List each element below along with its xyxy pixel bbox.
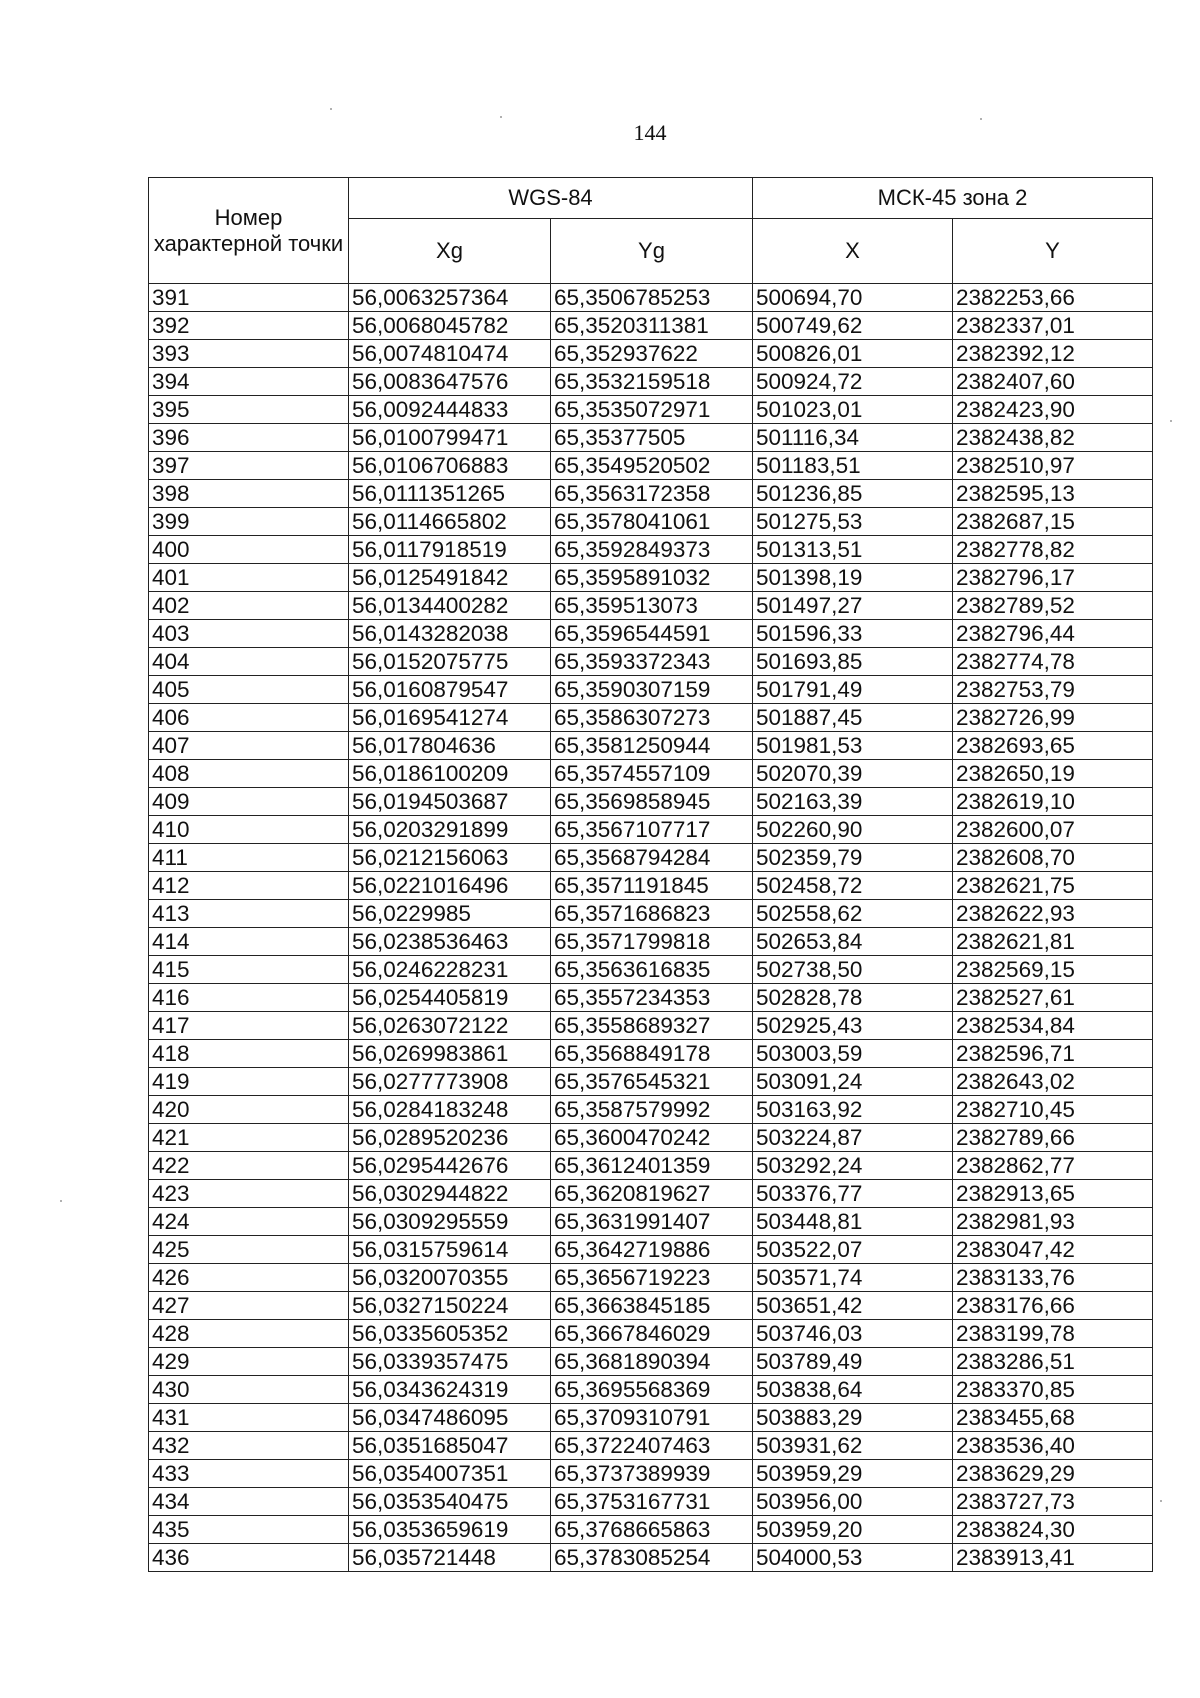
table-row: [149, 816, 1153, 844]
point-number-cell: 403: [149, 620, 349, 648]
table-row: [149, 1516, 1153, 1544]
header-point-number: Номер характерной точки: [149, 178, 349, 284]
point-number-cell: 430: [149, 1376, 349, 1404]
point-number-cell: 392: [149, 312, 349, 340]
table-row: [149, 1124, 1153, 1152]
yg-cell: 65,3535072971: [551, 396, 753, 424]
y-cell: 2383133,76: [953, 1264, 1153, 1292]
y-cell: 2382622,93: [953, 900, 1153, 928]
yg-cell: 65,3590307159: [551, 676, 753, 704]
point-number-cell: 423: [149, 1180, 349, 1208]
xg-cell: 56,0327150224: [349, 1292, 551, 1320]
xg-cell: 56,0194503687: [349, 788, 551, 816]
yg-cell: 65,3574557109: [551, 760, 753, 788]
xg-cell: 56,0221016496: [349, 872, 551, 900]
page-number: [0, 120, 1200, 146]
point-number-cell: 394: [149, 368, 349, 396]
x-cell: 500924,72: [753, 368, 953, 396]
point-number-cell: 408: [149, 760, 349, 788]
table-row: [149, 1544, 1153, 1572]
xg-cell: 56,0347486095: [349, 1404, 551, 1432]
table-row: [149, 984, 1153, 1012]
y-cell: 2382789,52: [953, 592, 1153, 620]
table-row: [149, 508, 1153, 536]
x-cell: 503376,77: [753, 1180, 953, 1208]
x-cell: 501497,27: [753, 592, 953, 620]
y-cell: 2383370,85: [953, 1376, 1153, 1404]
xg-cell: 56,0238536463: [349, 928, 551, 956]
xg-cell: 56,0263072122: [349, 1012, 551, 1040]
xg-cell: 56,0302944822: [349, 1180, 551, 1208]
yg-cell: 65,3722407463: [551, 1432, 753, 1460]
y-cell: 2382595,13: [953, 480, 1153, 508]
point-number-cell: 417: [149, 1012, 349, 1040]
yg-cell: 65,3592849373: [551, 536, 753, 564]
yg-cell: 65,3576545321: [551, 1068, 753, 1096]
x-cell: 503292,24: [753, 1152, 953, 1180]
y-cell: 2382510,97: [953, 452, 1153, 480]
table-row: [149, 844, 1153, 872]
x-cell: 503448,81: [753, 1208, 953, 1236]
table-row: [149, 1236, 1153, 1264]
x-cell: 503959,20: [753, 1516, 953, 1544]
yg-cell: 65,3600470242: [551, 1124, 753, 1152]
yg-cell: 65,3549520502: [551, 452, 753, 480]
yg-cell: 65,3709310791: [551, 1404, 753, 1432]
scan-speck: [500, 116, 502, 118]
point-number-cell: 415: [149, 956, 349, 984]
x-cell: 502458,72: [753, 872, 953, 900]
point-number-cell: 401: [149, 564, 349, 592]
x-cell: 501023,01: [753, 396, 953, 424]
point-number-cell: 396: [149, 424, 349, 452]
xg-cell: 56,0289520236: [349, 1124, 551, 1152]
x-cell: 503224,87: [753, 1124, 953, 1152]
table-row: [149, 1320, 1153, 1348]
table-row: [149, 732, 1153, 760]
x-cell: 503838,64: [753, 1376, 953, 1404]
x-cell: 501236,85: [753, 480, 953, 508]
y-cell: 2382608,70: [953, 844, 1153, 872]
x-cell: 503003,59: [753, 1040, 953, 1068]
x-cell: 502070,39: [753, 760, 953, 788]
yg-cell: 65,3612401359: [551, 1152, 753, 1180]
x-cell: 503789,49: [753, 1348, 953, 1376]
x-cell: 501693,85: [753, 648, 953, 676]
table-row: [149, 1152, 1153, 1180]
header-row-groups: [149, 178, 1153, 219]
table-row: [149, 1292, 1153, 1320]
yg-cell: 65,3656719223: [551, 1264, 753, 1292]
xg-cell: 56,0277773908: [349, 1068, 551, 1096]
table-row: [149, 648, 1153, 676]
yg-cell: 65,3532159518: [551, 368, 753, 396]
y-cell: 2382337,01: [953, 312, 1153, 340]
y-cell: 2382569,15: [953, 956, 1153, 984]
yg-cell: 65,3663845185: [551, 1292, 753, 1320]
x-cell: 503746,03: [753, 1320, 953, 1348]
yg-cell: 65,3631991407: [551, 1208, 753, 1236]
table-row: [149, 424, 1153, 452]
table-row: [149, 1012, 1153, 1040]
xg-cell: 56,0309295559: [349, 1208, 551, 1236]
y-cell: 2382619,10: [953, 788, 1153, 816]
table-body: [149, 284, 1153, 1572]
y-cell: 2382650,19: [953, 760, 1153, 788]
yg-cell: 65,3563616835: [551, 956, 753, 984]
xg-cell: 56,0125491842: [349, 564, 551, 592]
y-cell: 2382862,77: [953, 1152, 1153, 1180]
point-number-cell: 397: [149, 452, 349, 480]
y-cell: 2382778,82: [953, 536, 1153, 564]
yg-cell: 65,3506785253: [551, 284, 753, 312]
y-cell: 2382789,66: [953, 1124, 1153, 1152]
x-cell: 501313,51: [753, 536, 953, 564]
yg-cell: 65,3571191845: [551, 872, 753, 900]
yg-cell: 65,35377505: [551, 424, 753, 452]
yg-cell: 65,3578041061: [551, 508, 753, 536]
y-cell: 2382527,61: [953, 984, 1153, 1012]
point-number-cell: 402: [149, 592, 349, 620]
y-cell: 2383047,42: [953, 1236, 1153, 1264]
yg-cell: 65,3681890394: [551, 1348, 753, 1376]
table-header: [149, 178, 1153, 284]
header-y: Y: [953, 219, 1153, 284]
xg-cell: 56,035721448: [349, 1544, 551, 1572]
scan-speck: [60, 1200, 62, 1202]
table-row: [149, 928, 1153, 956]
yg-cell: 65,352937622: [551, 340, 753, 368]
y-cell: 2383176,66: [953, 1292, 1153, 1320]
x-cell: 501887,45: [753, 704, 953, 732]
yg-cell: 65,3783085254: [551, 1544, 753, 1572]
yg-cell: 65,3737389939: [551, 1460, 753, 1488]
table-row: [149, 788, 1153, 816]
yg-cell: 65,3581250944: [551, 732, 753, 760]
x-cell: 502738,50: [753, 956, 953, 984]
point-number-cell: 428: [149, 1320, 349, 1348]
y-cell: 2382438,82: [953, 424, 1153, 452]
yg-cell: 65,3557234353: [551, 984, 753, 1012]
y-cell: 2383199,78: [953, 1320, 1153, 1348]
x-cell: 503163,92: [753, 1096, 953, 1124]
xg-cell: 56,0295442676: [349, 1152, 551, 1180]
xg-cell: 56,0106706883: [349, 452, 551, 480]
x-cell: 503883,29: [753, 1404, 953, 1432]
point-number-cell: 400: [149, 536, 349, 564]
point-number-cell: 419: [149, 1068, 349, 1096]
xg-cell: 56,0186100209: [349, 760, 551, 788]
yg-cell: 65,3568849178: [551, 1040, 753, 1068]
xg-cell: 56,0068045782: [349, 312, 551, 340]
xg-cell: 56,017804636: [349, 732, 551, 760]
table-row: [149, 312, 1153, 340]
xg-cell: 56,0269983861: [349, 1040, 551, 1068]
y-cell: 2382726,99: [953, 704, 1153, 732]
xg-cell: 56,0335605352: [349, 1320, 551, 1348]
header-yg: Yg: [551, 219, 753, 284]
header-xg: Xg: [349, 219, 551, 284]
x-cell: 501981,53: [753, 732, 953, 760]
x-cell: 501116,34: [753, 424, 953, 452]
x-cell: 502828,78: [753, 984, 953, 1012]
y-cell: 2382423,90: [953, 396, 1153, 424]
table-row: [149, 1068, 1153, 1096]
yg-cell: 65,3558689327: [551, 1012, 753, 1040]
xg-cell: 56,0212156063: [349, 844, 551, 872]
xg-cell: 56,0229985: [349, 900, 551, 928]
y-cell: 2382710,45: [953, 1096, 1153, 1124]
point-number-cell: 399: [149, 508, 349, 536]
y-cell: 2382600,07: [953, 816, 1153, 844]
xg-cell: 56,0284183248: [349, 1096, 551, 1124]
scan-speck: [980, 118, 982, 120]
y-cell: 2382596,71: [953, 1040, 1153, 1068]
x-cell: 501596,33: [753, 620, 953, 648]
xg-cell: 56,0339357475: [349, 1348, 551, 1376]
yg-cell: 65,3753167731: [551, 1488, 753, 1516]
y-cell: 2383286,51: [953, 1348, 1153, 1376]
xg-cell: 56,0351685047: [349, 1432, 551, 1460]
y-cell: 2382253,66: [953, 284, 1153, 312]
yg-cell: 65,3569858945: [551, 788, 753, 816]
x-cell: 500694,70: [753, 284, 953, 312]
point-number-cell: 407: [149, 732, 349, 760]
point-number-cell: 410: [149, 816, 349, 844]
y-cell: 2382621,75: [953, 872, 1153, 900]
yg-cell: 65,3571686823: [551, 900, 753, 928]
xg-cell: 56,0134400282: [349, 592, 551, 620]
table-row: [149, 1264, 1153, 1292]
table-row: [149, 564, 1153, 592]
table-row: [149, 1376, 1153, 1404]
xg-cell: 56,0160879547: [349, 676, 551, 704]
header-wgs84: WGS-84: [349, 178, 753, 219]
yg-cell: 65,3695568369: [551, 1376, 753, 1404]
point-number-cell: 431: [149, 1404, 349, 1432]
table-row: [149, 1460, 1153, 1488]
xg-cell: 56,0343624319: [349, 1376, 551, 1404]
scan-speck: [1170, 420, 1172, 422]
x-cell: 501398,19: [753, 564, 953, 592]
y-cell: 2383629,29: [953, 1460, 1153, 1488]
y-cell: 2382753,79: [953, 676, 1153, 704]
coordinates-table: [148, 177, 1153, 1572]
yg-cell: 65,3642719886: [551, 1236, 753, 1264]
xg-cell: 56,0354007351: [349, 1460, 551, 1488]
xg-cell: 56,0117918519: [349, 536, 551, 564]
yg-cell: 65,3768665863: [551, 1516, 753, 1544]
yg-cell: 65,3587579992: [551, 1096, 753, 1124]
y-cell: 2383824,30: [953, 1516, 1153, 1544]
y-cell: 2383913,41: [953, 1544, 1153, 1572]
x-cell: 502163,39: [753, 788, 953, 816]
x-cell: 504000,53: [753, 1544, 953, 1572]
xg-cell: 56,0203291899: [349, 816, 551, 844]
x-cell: 502260,90: [753, 816, 953, 844]
point-number-cell: 398: [149, 480, 349, 508]
y-cell: 2382693,65: [953, 732, 1153, 760]
point-number-cell: 426: [149, 1264, 349, 1292]
table-row: [149, 676, 1153, 704]
y-cell: 2382981,93: [953, 1208, 1153, 1236]
point-number-cell: 404: [149, 648, 349, 676]
scan-speck: [1160, 1500, 1162, 1502]
table-row: [149, 1040, 1153, 1068]
table-row: [149, 760, 1153, 788]
y-cell: 2382774,78: [953, 648, 1153, 676]
yg-cell: 65,3593372343: [551, 648, 753, 676]
xg-cell: 56,0074810474: [349, 340, 551, 368]
table-row: [149, 1404, 1153, 1432]
y-cell: 2382534,84: [953, 1012, 1153, 1040]
xg-cell: 56,0083647576: [349, 368, 551, 396]
table-row: [149, 452, 1153, 480]
point-number-cell: 409: [149, 788, 349, 816]
point-number-cell: 395: [149, 396, 349, 424]
xg-cell: 56,0100799471: [349, 424, 551, 452]
yg-cell: 65,359513073: [551, 592, 753, 620]
xg-cell: 56,0111351265: [349, 480, 551, 508]
xg-cell: 56,0063257364: [349, 284, 551, 312]
xg-cell: 56,0169541274: [349, 704, 551, 732]
yg-cell: 65,3620819627: [551, 1180, 753, 1208]
xg-cell: 56,0152075775: [349, 648, 551, 676]
yg-cell: 65,3520311381: [551, 312, 753, 340]
point-number-cell: 434: [149, 1488, 349, 1516]
x-cell: 502653,84: [753, 928, 953, 956]
point-number-cell: 412: [149, 872, 349, 900]
scan-speck: [330, 108, 332, 110]
x-cell: 501183,51: [753, 452, 953, 480]
yg-cell: 65,3595891032: [551, 564, 753, 592]
table-row: [149, 956, 1153, 984]
page-number-text: 144: [633, 120, 667, 145]
xg-cell: 56,0353540475: [349, 1488, 551, 1516]
y-cell: 2382796,17: [953, 564, 1153, 592]
x-cell: 500826,01: [753, 340, 953, 368]
y-cell: 2382407,60: [953, 368, 1153, 396]
yg-cell: 65,3563172358: [551, 480, 753, 508]
x-cell: 503571,74: [753, 1264, 953, 1292]
table-row: [149, 1208, 1153, 1236]
point-number-cell: 413: [149, 900, 349, 928]
point-number-cell: 425: [149, 1236, 349, 1264]
y-cell: 2382643,02: [953, 1068, 1153, 1096]
y-cell: 2382621,81: [953, 928, 1153, 956]
xg-cell: 56,0143282038: [349, 620, 551, 648]
xg-cell: 56,0320070355: [349, 1264, 551, 1292]
point-number-cell: 416: [149, 984, 349, 1012]
table-row: [149, 368, 1153, 396]
point-number-cell: 421: [149, 1124, 349, 1152]
x-cell: 502359,79: [753, 844, 953, 872]
yg-cell: 65,3586307273: [551, 704, 753, 732]
table-row: [149, 704, 1153, 732]
yg-cell: 65,3571799818: [551, 928, 753, 956]
table-row: [149, 620, 1153, 648]
xg-cell: 56,0114665802: [349, 508, 551, 536]
table-row: [149, 536, 1153, 564]
table-row: [149, 900, 1153, 928]
xg-cell: 56,0246228231: [349, 956, 551, 984]
point-number-cell: 393: [149, 340, 349, 368]
x-cell: 503956,00: [753, 1488, 953, 1516]
xg-cell: 56,0353659619: [349, 1516, 551, 1544]
point-number-cell: 435: [149, 1516, 349, 1544]
point-number-cell: 414: [149, 928, 349, 956]
table-row: [149, 480, 1153, 508]
table-row: [149, 284, 1153, 312]
table-row: [149, 1432, 1153, 1460]
y-cell: 2383455,68: [953, 1404, 1153, 1432]
table-row: [149, 340, 1153, 368]
point-number-cell: 432: [149, 1432, 349, 1460]
x-cell: 502925,43: [753, 1012, 953, 1040]
yg-cell: 65,3568794284: [551, 844, 753, 872]
table-row: [149, 396, 1153, 424]
point-number-cell: 424: [149, 1208, 349, 1236]
y-cell: 2382796,44: [953, 620, 1153, 648]
point-number-cell: 429: [149, 1348, 349, 1376]
table-row: [149, 1180, 1153, 1208]
point-number-cell: 418: [149, 1040, 349, 1068]
x-cell: 503959,29: [753, 1460, 953, 1488]
point-number-cell: 436: [149, 1544, 349, 1572]
table-row: [149, 1488, 1153, 1516]
x-cell: 501791,49: [753, 676, 953, 704]
y-cell: 2382392,12: [953, 340, 1153, 368]
x-cell: 503091,24: [753, 1068, 953, 1096]
x-cell: 501275,53: [753, 508, 953, 536]
y-cell: 2383536,40: [953, 1432, 1153, 1460]
y-cell: 2382913,65: [953, 1180, 1153, 1208]
point-number-cell: 433: [149, 1460, 349, 1488]
table-row: [149, 1348, 1153, 1376]
point-number-cell: 405: [149, 676, 349, 704]
yg-cell: 65,3567107717: [551, 816, 753, 844]
table-row: [149, 1096, 1153, 1124]
xg-cell: 56,0092444833: [349, 396, 551, 424]
xg-cell: 56,0254405819: [349, 984, 551, 1012]
point-number-cell: 406: [149, 704, 349, 732]
point-number-cell: 411: [149, 844, 349, 872]
point-number-cell: 391: [149, 284, 349, 312]
x-cell: 502558,62: [753, 900, 953, 928]
header-msk45: МСК-45 зона 2: [753, 178, 1153, 219]
table-row: [149, 872, 1153, 900]
x-cell: 503651,42: [753, 1292, 953, 1320]
x-cell: 503931,62: [753, 1432, 953, 1460]
y-cell: 2383727,73: [953, 1488, 1153, 1516]
point-number-cell: 422: [149, 1152, 349, 1180]
y-cell: 2382687,15: [953, 508, 1153, 536]
x-cell: 503522,07: [753, 1236, 953, 1264]
yg-cell: 65,3667846029: [551, 1320, 753, 1348]
x-cell: 500749,62: [753, 312, 953, 340]
header-x: X: [753, 219, 953, 284]
table-row: [149, 592, 1153, 620]
point-number-cell: 427: [149, 1292, 349, 1320]
xg-cell: 56,0315759614: [349, 1236, 551, 1264]
point-number-cell: 420: [149, 1096, 349, 1124]
yg-cell: 65,3596544591: [551, 620, 753, 648]
